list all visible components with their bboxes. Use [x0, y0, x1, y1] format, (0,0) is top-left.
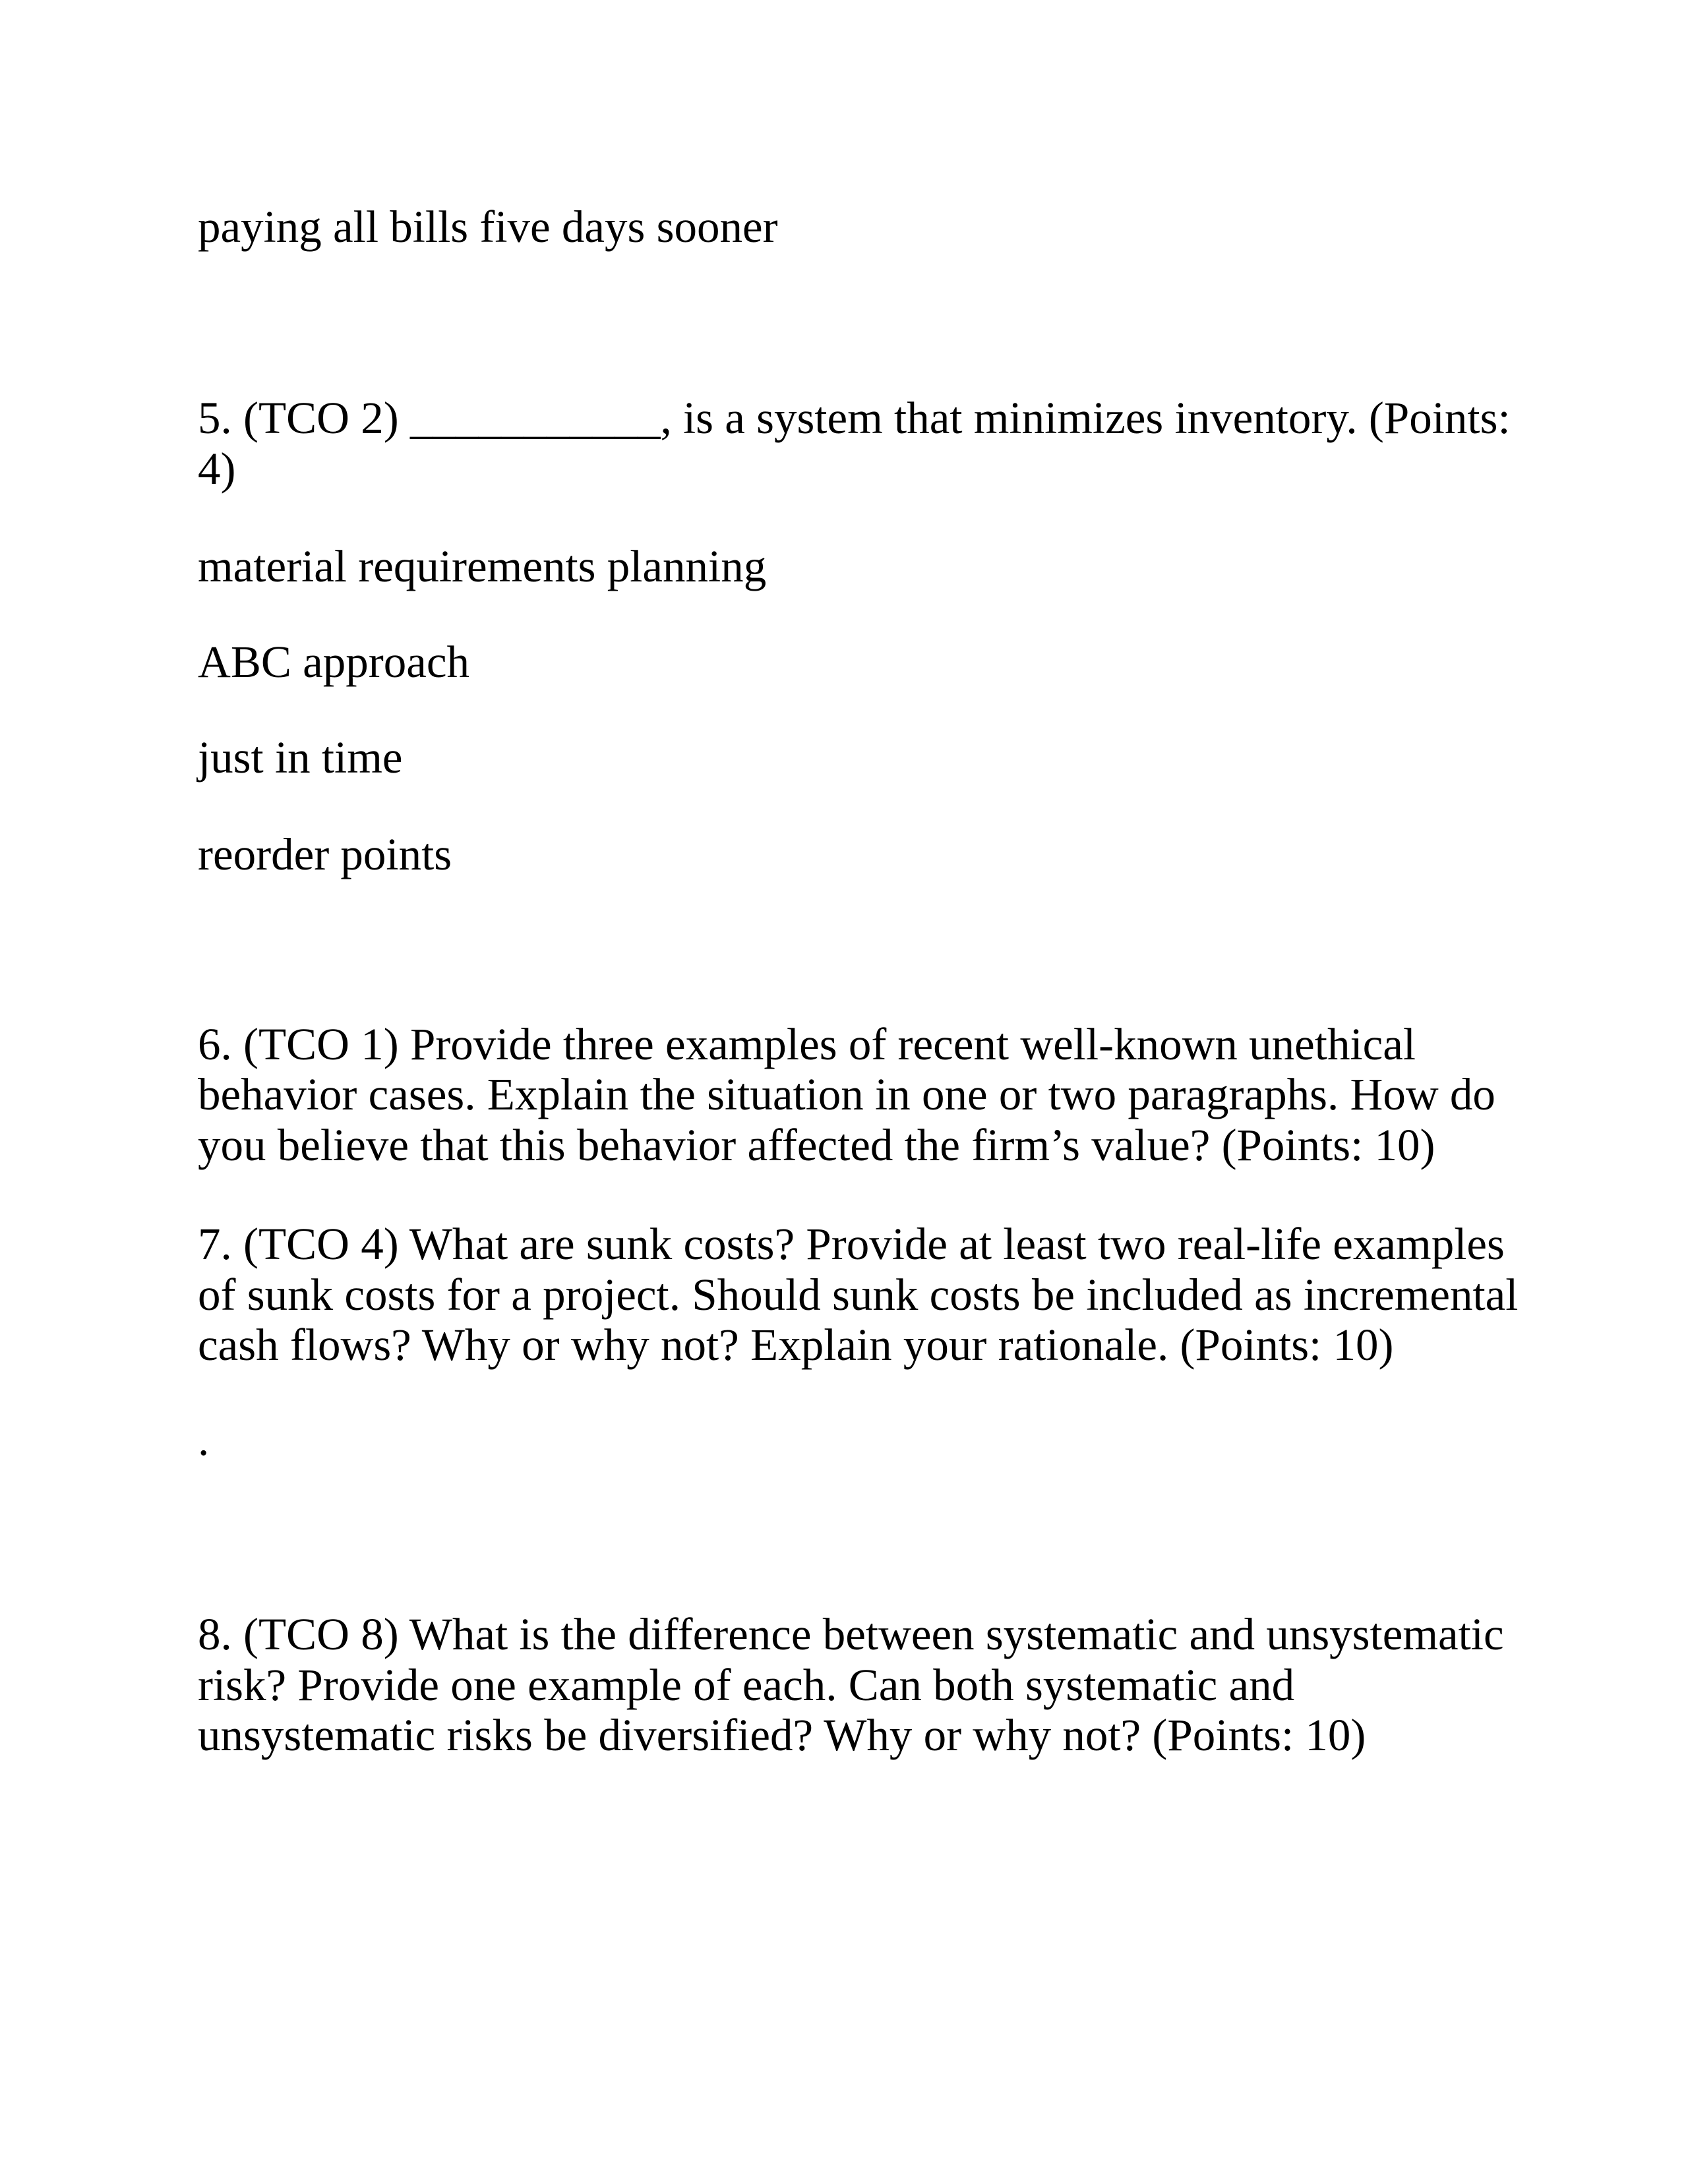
- question-5-text-line-2: 4): [198, 444, 236, 494]
- question-7-text-line-3: cash flows? Why or why not? Explain your rationale. (Points: 10): [198, 1320, 1394, 1370]
- previous-answer-option: paying all bills five days sooner: [198, 202, 778, 252]
- answer-option-3: just in time: [198, 732, 403, 782]
- question-6-text-line-2: behavior cases. Explain the situation in one or two paragraphs. How do: [198, 1069, 1495, 1119]
- question-7-text-line-2: of sunk costs for a project. Should sunk costs be included as incremental: [198, 1270, 1519, 1320]
- question-7-text-line-1: 7. (TCO 4) What are sunk costs? Provide at least two real-life examples: [198, 1219, 1505, 1269]
- question-5-text-line-1: 5. (TCO 2) ___________, is a system that minimizes inventory. (Points:: [198, 393, 1511, 443]
- question-8-text-line-3: unsystematic risks be diversified? Why or why not? (Points: 10): [198, 1710, 1366, 1760]
- question-8-text-line-1: 8. (TCO 8) What is the difference between systematic and unsystematic: [198, 1609, 1504, 1659]
- answer-option-4: reorder points: [198, 829, 452, 879]
- stray-dot: .: [198, 1415, 210, 1465]
- question-6-text-line-1: 6. (TCO 1) Provide three examples of recent well-known unethical: [198, 1019, 1416, 1069]
- question-6-text-line-3: you believe that this behavior affected the firm’s value? (Points: 10): [198, 1120, 1435, 1170]
- question-8-text-line-2: risk? Provide one example of each. Can both systematic and: [198, 1660, 1295, 1710]
- answer-option-1: material requirements planning: [198, 541, 767, 591]
- answer-option-2: ABC approach: [198, 637, 469, 687]
